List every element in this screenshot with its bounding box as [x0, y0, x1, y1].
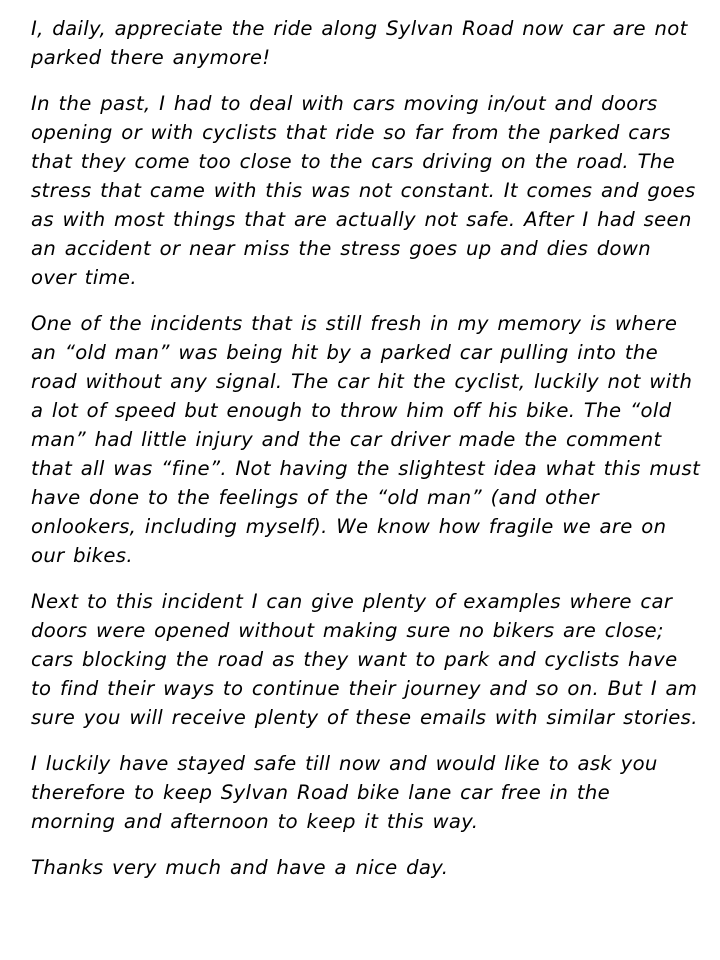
paragraph-opening: I, daily, appreciate the ride along Sylvan Road now car are not parked there anymore!	[31, 17, 688, 69]
letter-body	[31, 14, 701, 882]
paragraph-past-experience: In the past, I had to deal with cars moving in/out and doors opening or with cyclists that ride so far from the parked cars that they come too close to the cars driving on the road. The stress that came with this was not constant. It comes and goes as with most things that are actually not safe. After I had seen an accident or near miss the stress goes up and dies down over time.	[31, 92, 696, 289]
paragraph-examples: Next to this incident I can give plenty of examples where car doors were opened without making sure no bikers are close; cars blocking the road as they want to park and cyclists have to find their ways to continue their journey and so on. But I am sure you will receive plenty of these emails with similar stories.	[31, 590, 698, 729]
paragraph-closing: Thanks very much and have a nice day.	[31, 856, 449, 879]
paragraph-request: I luckily have stayed safe till now and would like to ask you therefore to keep Sylvan Road bike lane car free in the morning and afternoon to keep it this way.	[31, 752, 658, 833]
paragraph-incident: One of the incidents that is still fresh in my memory is where an “old man” was being hit by a parked car pulling into the road without any signal. The car hit the cyclist, luckily not with a lot of speed but enough to throw him off his bike. The “old man” had little injury and the car driver made the comment that all was “fine”. Not having the slightest idea what this must have done to the feelings of the “old man” (and other onlookers, including myself). We know how fragile we are on our bikes.	[31, 312, 701, 567]
